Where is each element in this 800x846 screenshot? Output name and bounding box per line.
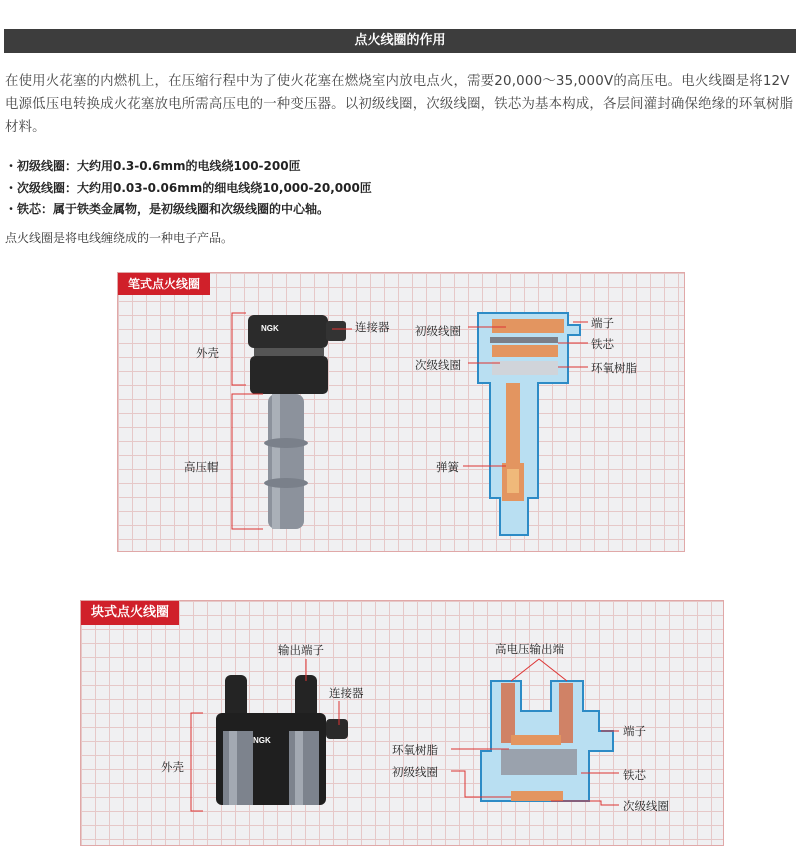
block-label-housing: 外壳 (161, 760, 184, 774)
pen-label-core: 铁芯 (591, 337, 614, 351)
bullet-list (5, 156, 795, 221)
pen-label-housing: 外壳 (196, 346, 219, 360)
intro-paragraph: 在使用火花塞的内燃机上，在压缩行程中为了使火花塞在燃烧室内放电点火，需要20,000～35,000V的高压电。电火线圈是将12V电源低压电转换成火花塞放电所需高压电的一种变压器。以初级线圈，次级线圈，铁芯为基本构成，各层间灌封确保绝缘的环氧树脂材料。 (5, 74, 794, 135)
page-title: 点火线圈的作用 (4, 29, 796, 53)
pen-coil-brand: NGK (261, 324, 279, 333)
block-coil-brand: NGK (253, 736, 271, 745)
bullet-secondary: ・次级线圈：大约用0.03-0.06mm的细电线绕10,000-20,000匝 (5, 180, 372, 195)
block-label-terminal: 端子 (623, 724, 646, 738)
bullet-core: ・铁芯：属于铁类金属物，是初级线圈和次级线圈的中心轴。 (5, 202, 330, 216)
summary-text: 点火线圈是将电线缠绕成的一种电子产品。 (5, 231, 234, 245)
pen-label-hv-cap: 高压帽 (184, 460, 219, 474)
block-label-secondary: 次级线圈 (623, 799, 669, 813)
bullet-primary: ・初级线圈：大约用0.3-0.6mm的电线绕100-200匝 (5, 159, 301, 173)
pen-label-spring: 弹簧 (436, 460, 459, 474)
pen-coil-panel (117, 272, 685, 552)
block-label-primary: 初级线圈 (392, 765, 438, 779)
pen-coil-tag: 笔式点火线圈 (118, 273, 210, 295)
block-label-core: 铁芯 (623, 768, 646, 782)
block-label-hv-output: 高电压输出端 (495, 642, 564, 656)
block-coil-tag: 块式点火线圈 (81, 601, 179, 625)
block-label-connector: 连接器 (329, 686, 364, 700)
pen-label-terminal: 端子 (591, 316, 614, 330)
pen-label-secondary: 次级线圈 (415, 358, 461, 372)
block-coil-panel (80, 600, 724, 846)
pen-label-primary: 初级线圈 (415, 324, 461, 338)
pen-label-connector: 连接器 (355, 320, 390, 334)
block-label-output: 输出端子 (278, 643, 324, 657)
pen-label-resin: 环氧树脂 (591, 361, 637, 375)
block-label-resin: 环氧树脂 (392, 743, 438, 757)
